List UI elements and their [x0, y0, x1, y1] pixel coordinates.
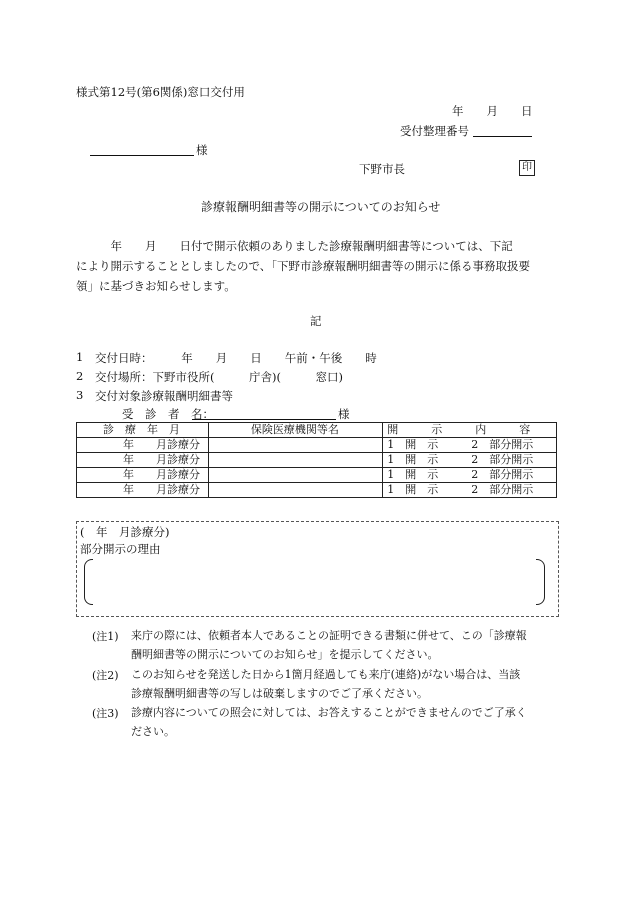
row-month: 年 月診療分 [77, 483, 209, 498]
note-2-line-2: 診療報酬明細書等の写しは破棄しますのでご了承ください。 [131, 687, 428, 700]
date-line: 年 月 日 [452, 104, 533, 118]
recipient-suffix: 様 [196, 143, 208, 157]
patient-label: 受 診 者 名： [122, 407, 214, 421]
item-1-text: 交付日時： 年 月 日 午前・午後 時 [95, 351, 377, 365]
row-institution[interactable] [208, 438, 382, 453]
note-3-line-1: 診療内容についての照会に対しては、お答えすることができませんのでご了承く [131, 706, 527, 719]
item-3-text: 交付対象診療報酬明細書等 [95, 389, 233, 403]
row-content[interactable]: 1 開 示 2 部分開示 [383, 483, 557, 498]
table-header-row [77, 423, 557, 438]
body-paragraph [76, 236, 562, 296]
note-2 [131, 665, 561, 703]
body-line-3: 領」に基づきお知らせします。 [76, 279, 236, 293]
note-1 [131, 626, 561, 664]
row-institution[interactable] [208, 483, 382, 498]
table-row [77, 483, 557, 498]
body-line-2: により開示することとしましたので、「下野市診療報酬明細書等の開示に係る事務取扱要 [76, 259, 531, 273]
note-1-num: (注1) [92, 630, 119, 643]
row-month: 年 月診療分 [77, 468, 209, 483]
note-2-line-1: このお知らせを発送した日から1箇月経過しても来庁(連絡)がない場合は、当該 [131, 668, 521, 681]
patient-suffix: 様 [338, 407, 350, 421]
item-1-num: 1 [76, 350, 84, 364]
receipt-number-field[interactable] [473, 122, 532, 137]
reason-label: 部分開示の理由 [80, 542, 161, 556]
reason-bracket-right [536, 559, 545, 605]
table-row [77, 438, 557, 453]
form-id: 様式第12号(第6関係)窓口交付用 [76, 85, 245, 99]
reason-input-area[interactable] [96, 560, 532, 602]
item-3-num: 3 [76, 388, 84, 402]
row-institution[interactable] [208, 453, 382, 468]
header-month: 診 療 年 月 [77, 423, 209, 438]
row-content[interactable]: 1 開 示 2 部分開示 [383, 453, 557, 468]
table-row [77, 453, 557, 468]
header-institution: 保険医療機関等名 [208, 423, 382, 438]
item-2-num: 2 [76, 369, 84, 383]
row-institution[interactable] [208, 468, 382, 483]
row-content[interactable]: 1 開 示 2 部分開示 [383, 438, 557, 453]
disclosure-table [76, 422, 557, 498]
header-content: 開 示 内 容 [383, 423, 557, 438]
reason-heading: ( 年 月診療分) [80, 525, 170, 539]
row-content[interactable]: 1 開 示 2 部分開示 [383, 468, 557, 483]
ki-heading: 記 [310, 314, 322, 328]
row-month: 年 月診療分 [77, 453, 209, 468]
document-title: 診療報酬明細書等の開示についてのお知らせ [201, 200, 441, 214]
note-3-line-2: ださい。 [131, 725, 175, 738]
table-row [77, 468, 557, 483]
note-2-num: (注2) [92, 669, 119, 682]
note-1-line-1: 来庁の際には、依頼者本人であることの証明できる書類に併せて、この「診療報 [131, 629, 527, 642]
note-1-line-2: 酬明細書等の開示についてのお知らせ」を提示してください。 [131, 648, 439, 661]
seal-stamp: 印 [519, 160, 535, 176]
row-month: 年 月診療分 [77, 438, 209, 453]
receipt-number-label: 受付整理番号 [400, 124, 469, 138]
reason-bracket-left [84, 559, 93, 605]
note-3-num: (注3) [92, 707, 119, 720]
recipient-name-field[interactable] [90, 141, 194, 156]
body-line-1: 年 月 日付で開示依頼のありました診療報酬明細書等については、下記 [76, 239, 513, 253]
item-2-text: 交付場所：下野市役所( 庁舎)( 窓口) [95, 370, 343, 384]
patient-name-field[interactable] [192, 405, 336, 420]
note-3 [131, 703, 561, 741]
issuer: 下野市長 [359, 162, 405, 176]
